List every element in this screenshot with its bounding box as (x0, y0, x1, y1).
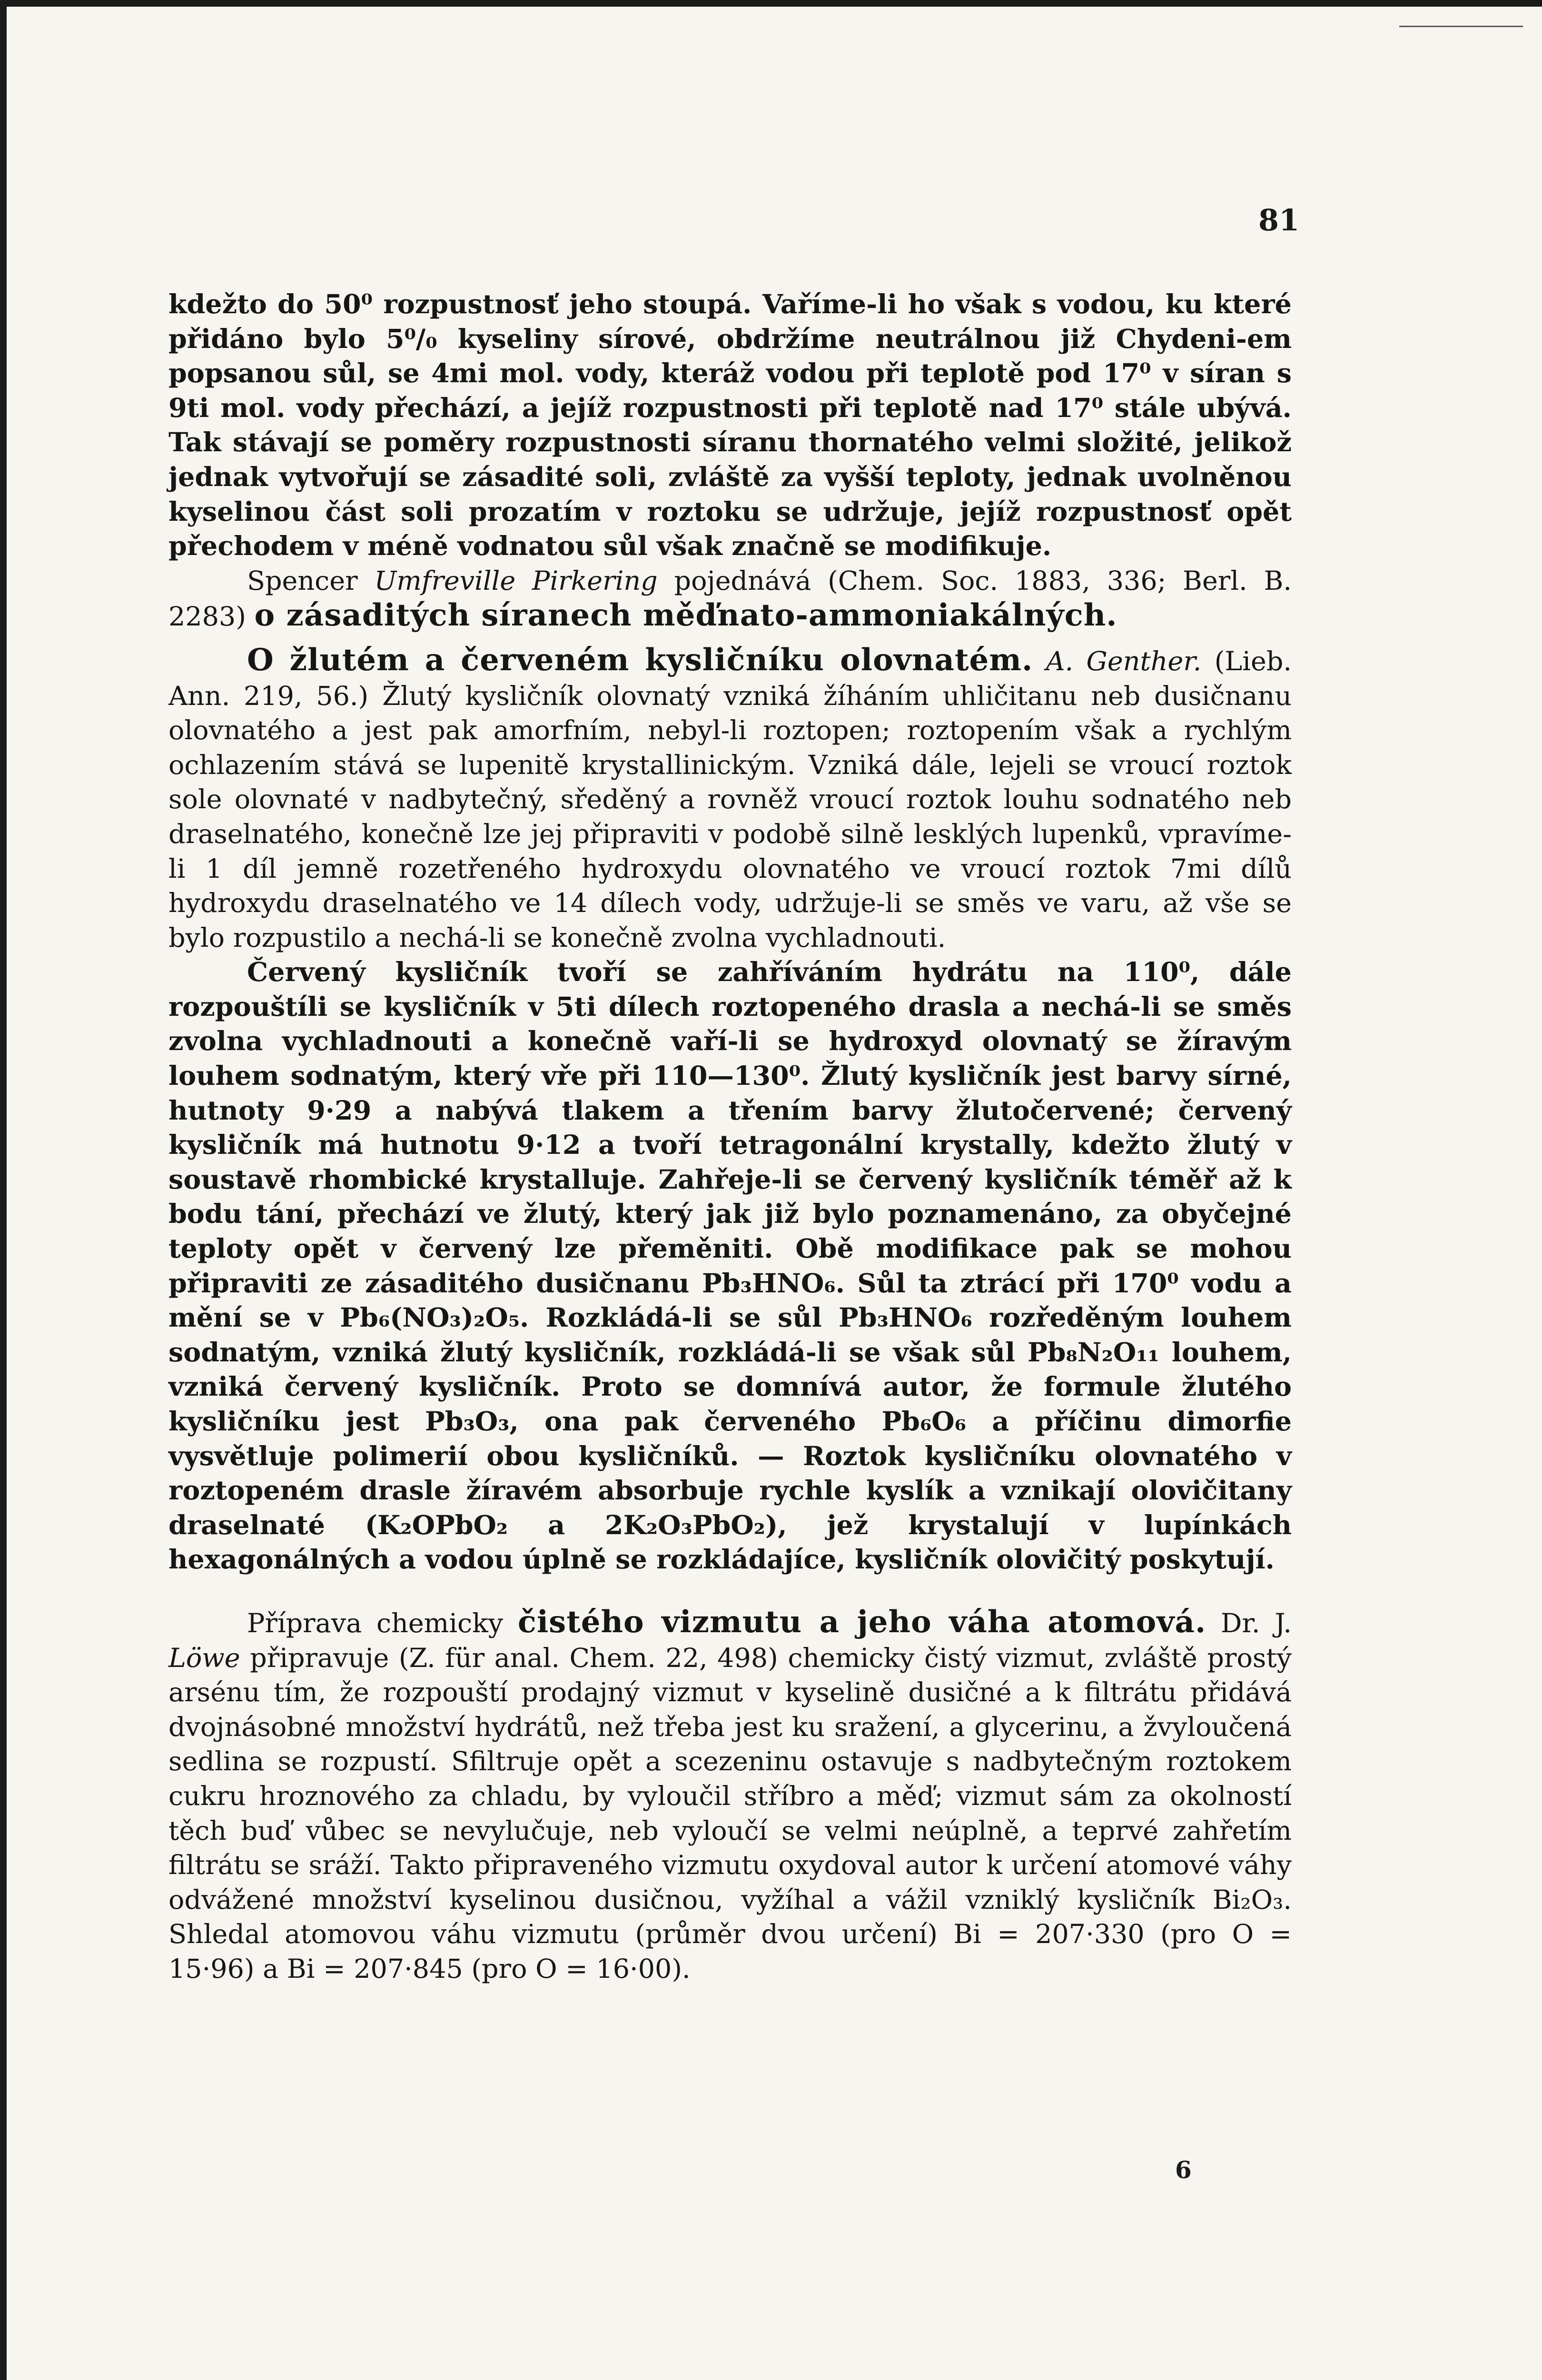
corner-rule (1399, 26, 1523, 39)
author-name: Umfreville Pirkering (374, 565, 658, 596)
paragraph-lead: Příprava chemicky (247, 1607, 518, 1639)
section-heading: o zásaditých síranech měďnato-ammoniakálných. (254, 597, 1117, 634)
signature-mark: 6 (1175, 2156, 1192, 2184)
paragraph-lead-oxide (168, 643, 1292, 955)
author-name: Löwe (168, 1642, 240, 1674)
paragraph-text: Červený kysličník tvoří se zahříváním hydrátu na 110⁰, dále rozpouštíli se kysličník v 5ti dílech roztopeného drasla a nechá-li se směs zvolna vychladnouti a konečně vaří-li se hydroxyd olovnatý se žíravým louhem sodnatým, který vře při 110—130⁰. Žlutý kysličník jest barvy sírné, hutnoty 9·29 a nabývá tlakem a třením barvy žlutočervené; červený kysličník má hutnotu 9·12 a tvoří tetragonální krystally, kdežto žlutý v soustavě rhombické krystalluje. Zahřeje-li se červený kysličník téměř až k bodu tání, přechází ve žlutý, který jak již bylo poznamenáno, za obyčejné teploty opět v červený lze přeměniti. Obě modifikace pak se mohou připraviti ze zásaditého dusičnanu Pb₃HNO₆. Sůl ta ztrácí při 170⁰ vodu a mění se v Pb₆(NO₃)₂O₅. Rozkládá-li se sůl Pb₃HNO₆ rozředěným louhem sodnatým, vzniká žlutý kysličník, rozkládá-li se však sůl Pb₈N₂O₁₁ louhem, vzniká červený kysličník. Proto se domnívá autor, že formule žlutého kysličníku jest Pb₃O₃, ona pak červeného Pb₆O₆ a příčinu dimorfie vysvětluje polimerií obou kysličníků. — Roztok kysličníku olovnatého v roztopeném drasle žíravém absorbuje rychle kyslík a vznikají olovičitany draselnaté (K₂OPbO₂ a 2K₂O₃PbO₂), jež krystalují v lupínkách hexagonálných a vodou úplně se rozkládajíce, kysličník olovičitý poskytují. (168, 957, 1292, 1576)
paragraph-lead: Spencer (247, 565, 375, 596)
paragraph-red-oxide (168, 955, 1292, 1577)
paragraph-text: připravuje (Z. für anal. Chem. 22, 498) chemicky čistý vizmut, zvláště prostý arsénu tím, že rozpouští prodajný vizmut v kyselině dusičné a k filtrátu přidává dvojnásobné množství hydrátů, než třeba jest ku sražení, a glycerinu, a žvyloučená sedlina se rozpustí. Sfiltruje opět a scezeninu ostavuje s nadbytečným roztokem cukru hroznového za chladu, by vyloučil stříbro a měď; vizmut sám za okolností těch buď vůbec se nevylučuje, neb vyloučí se velmi neúplně, a teprvé zahřetím filtrátu se sráží. Takto připraveného vizmutu oxydoval autor k určení atomové váhy odvážené množství kyselinou dusičnou, vyžíhal a vážil vzniklý kysličník Bi₂O₃. Shledal atomovou váhu vizmutu (průměr dvou určení) Bi = 207·330 (pro O = 15·96) a Bi = 207·845 (pro O = 16·00). (168, 1642, 1292, 1984)
paragraph-text: pojednává (Chem. Soc. 1883, 336; Berl. B. 2283) (168, 565, 1292, 633)
section-heading: O žlutém a červeném kysličníku olovnatém. (247, 642, 1033, 678)
paragraph-text: (Lieb. Ann. 219, 56.) Žlutý kysličník olovnatý vzniká žíháním uhličitanu neb dusičnanu olovnatého a jest pak amorfním, nebyl-li roztopen; roztopením však a rychlým ochlazením stává se lupenitě krystallinickým. Vzniká dále, lejeli se vroucí roztok sole olovnaté v nadbytečný, sředěný a rovněž vroucí roztok louhu sodnatého neb draselnatého, konečně lze jej připraviti v podobě silně lesklých lupenků, vpravíme-li 1 díl jemně rozetřeného hydroxydu olovnatého ve vroucí roztok 7mi dílů hydroxydu draselnatého ve 14 dílech vody, udržuje-li se směs ve varu, až vše se bylo rozpustilo a nechá-li se konečně zvolna vychladnouti. (168, 645, 1292, 953)
paragraph-bismuth (168, 1605, 1292, 1987)
page-number: 81 (1258, 203, 1300, 238)
paragraph-text: Dr. J. (1206, 1607, 1292, 1639)
section-heading: čistého vizmutu a jeho váha atomová. (517, 1604, 1206, 1640)
paragraph-spencer (168, 564, 1292, 635)
paragraph-text: kdežto do 50⁰ rozpustnosť jeho stoupá. Vaříme-li ho však s vodou, ku které přidáno bylo 5⁰/₀ kyseliny sírové, obdržíme neutrálnou již Chydeni-em popsanou sůl, se 4mi mol. vody, kteráž vodou při teplotě pod 17⁰ v síran s 9ti mol. vody přechází, a jejíž rozpustnosti při teplotě nad 17⁰ stále ubývá. Tak stávají se poměry rozpustnosti síranu thornatého velmi složité, jelikož jednak vytvořují se zásadité soli, zvláště za vyšší teploty, jednak uvolněnou kyselinou část soli prozatím v roztoku se udržuje, jejíž rozpustnosť opět přechodem v méně vodnatou sůl však značně se modifikuje. (168, 289, 1292, 562)
body-text (168, 288, 1292, 1987)
author-name: A. Genther. (1046, 645, 1202, 677)
paragraph-thorium-sulfate (168, 288, 1292, 564)
